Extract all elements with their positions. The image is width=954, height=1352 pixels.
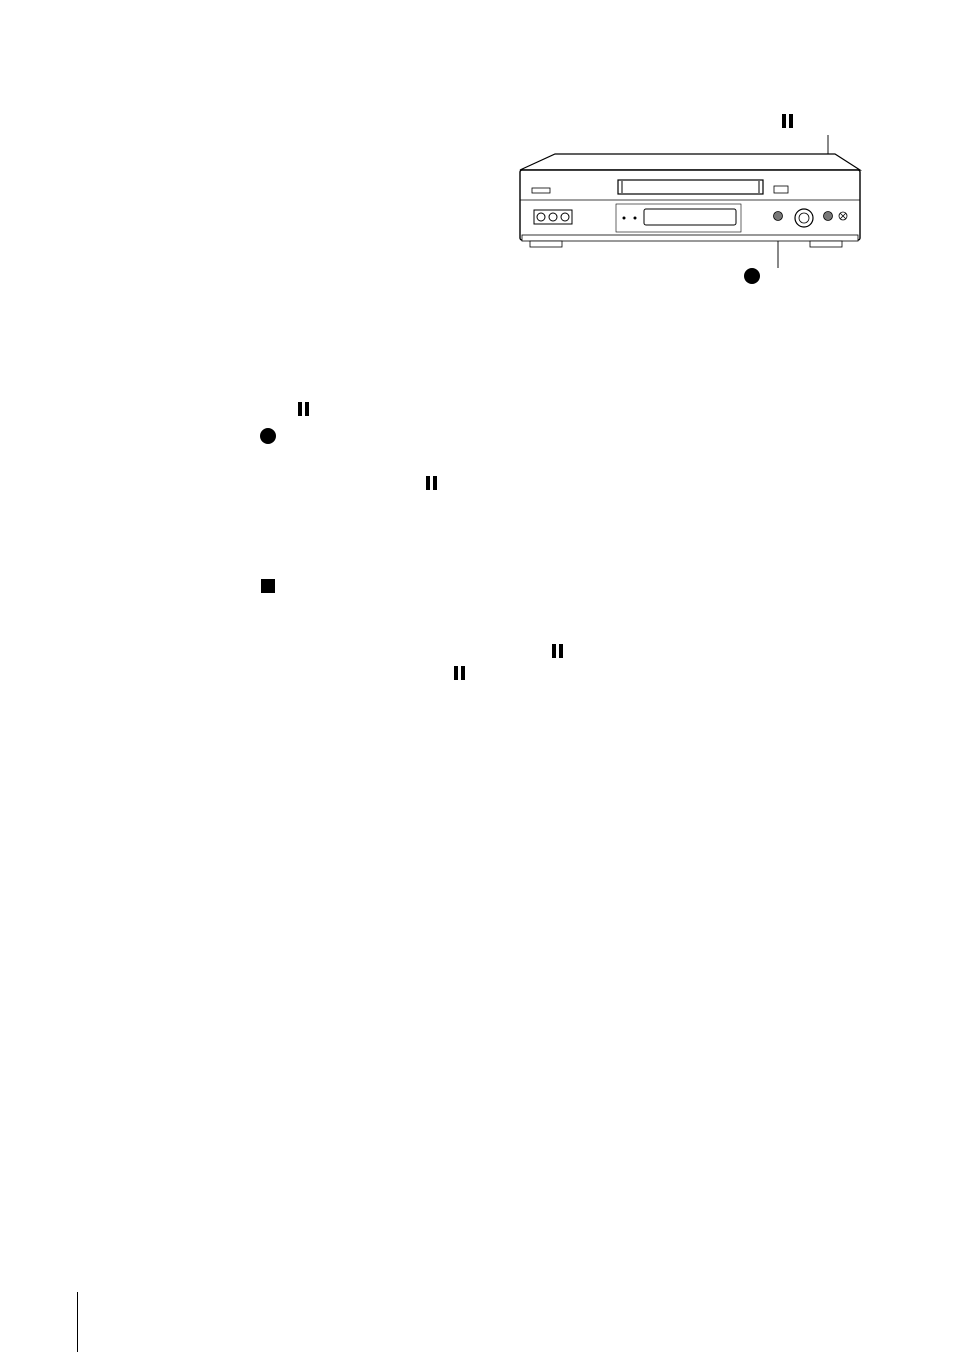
vcr-front-panel	[510, 130, 870, 290]
record-button	[774, 212, 783, 221]
pause-icon	[552, 644, 564, 658]
power-button	[532, 188, 550, 193]
vcr-foot-right	[810, 241, 842, 247]
vcr-top-bevel	[520, 154, 860, 170]
pause-icon	[426, 476, 438, 490]
record-icon	[260, 428, 276, 444]
pause-button	[824, 212, 833, 221]
front-display	[644, 209, 736, 225]
pause-icon	[298, 402, 310, 416]
pause-icon	[782, 114, 794, 128]
page-margin-rule	[77, 1292, 78, 1352]
vcr-foot-left	[530, 241, 562, 247]
pause-icon	[454, 666, 466, 680]
cassette-slot	[618, 180, 763, 194]
eject-button	[774, 186, 788, 193]
stop-icon	[261, 579, 275, 593]
